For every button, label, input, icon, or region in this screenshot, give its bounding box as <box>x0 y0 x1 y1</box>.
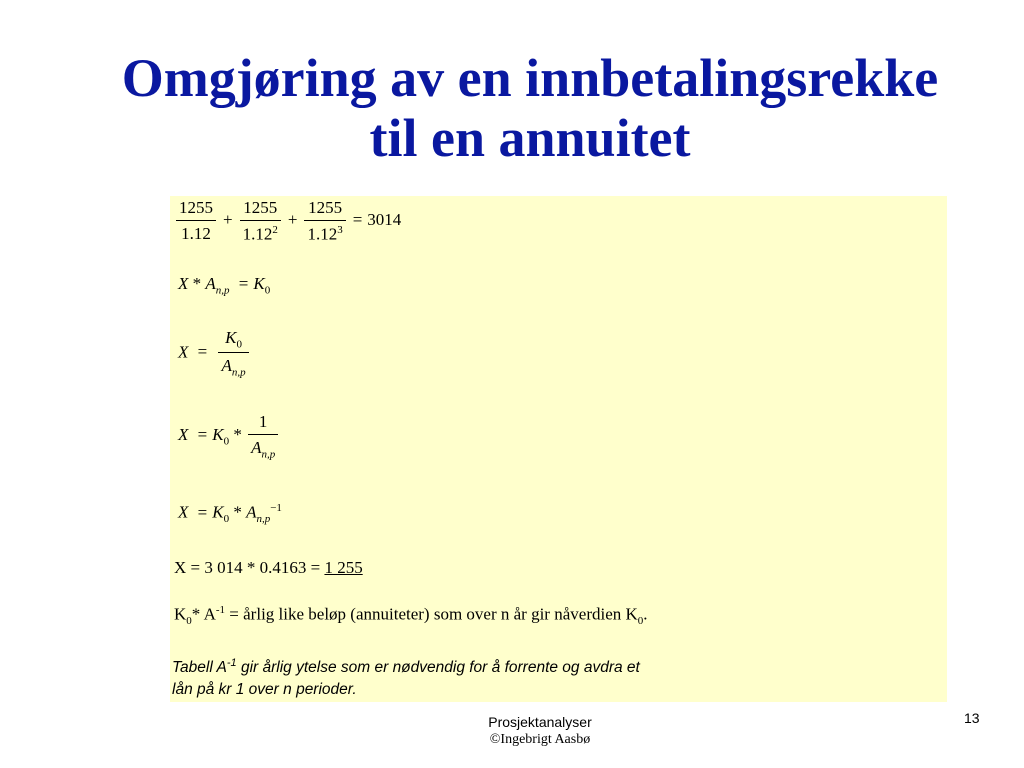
equation-sum: $\frac{1255}{1.12}$ + $\frac{1255}{1.12^2}$ + $\frac{1255}{1.12^3}$ = 3014 <box>174 198 401 245</box>
title-line-2: til en annuitet <box>369 108 691 168</box>
calculation-line: X = 3 014 * 0.4163 = 1 255 <box>174 558 363 577</box>
fraction-1: $\frac{1255}{1.12}$ <box>176 198 216 244</box>
page-number: 13 <box>964 710 980 726</box>
sum-result: 3014 <box>367 210 402 230</box>
calculation-result: 1 255 <box>324 558 363 577</box>
fraction-3: $\frac{1255}{1.12^3}$ <box>304 198 345 245</box>
equation-annuity: $X * A_{n,p} = K_0$ <box>178 274 271 297</box>
slide-title <box>40 48 1020 168</box>
footer-copyright: ©Ingebrigt Aasbø <box>489 732 591 747</box>
footer-course: Prosjektanalyser <box>488 714 592 730</box>
definition-line: $K_0*$ $A^{-1}$ = årlig like beløp (annuiteter) som over n år gir nåverdien $K_0$. <box>174 604 648 628</box>
equation-x-inverse: $X = K_0$ * $\frac{1}{A_{n,p}}$ <box>178 412 280 460</box>
slide-footer <box>440 714 640 748</box>
title-line-1: Omgjøring av en innbetalingsrekke <box>121 48 939 108</box>
fraction-2: $\frac{1255}{1.12^2}$ <box>240 198 281 245</box>
equation-x-fraction: X = $\frac{K_0}{A_{n,p}}$ <box>178 328 251 379</box>
equation-x-power: $X = K_0 * A_{n,p}^{-1}$ <box>178 502 282 526</box>
formula-box <box>170 196 947 702</box>
table-note: Tabell $A^{-1}$ gir årlig ytelse som er nødvendig for å forrente og avdra et lån på kr 1 over n perioder. <box>172 657 640 699</box>
